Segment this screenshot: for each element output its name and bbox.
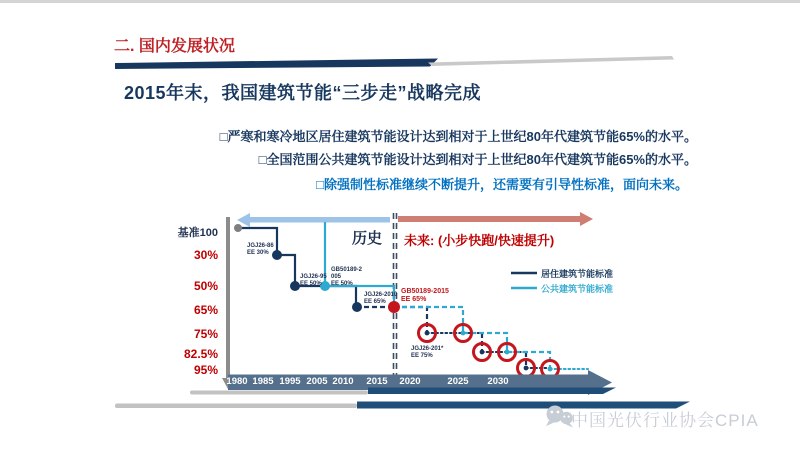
y-tick-65: 65% — [193, 303, 218, 317]
history-arrow-icon — [237, 213, 390, 227]
y-tick-30: 30% — [193, 248, 218, 262]
standard-name: JGJ26-201* — [411, 346, 444, 352]
y-tick-baseline: 基准100 — [177, 227, 218, 239]
marker-jgj26-95 — [290, 281, 300, 291]
wechat-icon — [546, 406, 573, 428]
point-label-jgj26-86 — [247, 243, 274, 257]
standard-value: EE 50% — [300, 281, 322, 288]
header-bar-navy — [115, 59, 438, 70]
legend-residential: 居住建筑节能标准 — [541, 269, 614, 279]
x-tick-2030: 2030 — [487, 376, 509, 387]
watermark-text: 中国光伏行业协会CPIA — [571, 411, 759, 430]
bullet-residential-65: □严寒和寒冷地区居住建筑节能设计达到相对于上世纪80年代建筑节能65%的水平。 — [219, 129, 697, 144]
y-tick-75: 75% — [193, 327, 218, 341]
future-arrow-icon — [398, 212, 593, 226]
point-label-jgj26-2010 — [364, 292, 397, 306]
header-accent-bars — [115, 56, 674, 69]
point-label-jgj26-future — [411, 346, 443, 360]
marker-baseline-1980 — [234, 224, 242, 232]
header-bar-gray — [428, 56, 674, 66]
standard-value: EE 65% — [364, 299, 386, 306]
x-tick-2020: 2020 — [399, 376, 421, 387]
standard-value: EE 30% — [247, 250, 269, 257]
standard-value: EE 65% — [401, 296, 427, 304]
x-tick-2015: 2015 — [366, 376, 388, 387]
y-tick-82: 82.5% — [183, 347, 218, 361]
section-title: 二. 国内发展状况 — [114, 38, 235, 55]
bullet-future-standards: □除强制性标准继续不断提升，还需要有引导性标准，面向未来。 — [316, 177, 688, 192]
standard-name: JGJ26-2010 — [364, 292, 398, 298]
marker-jgj26-2010 — [352, 302, 362, 312]
point-label-jgj26-95 — [300, 274, 327, 288]
standard-value: EE 50% — [331, 281, 353, 288]
page-title: 2015年末，我国建筑节能“三步走”战略完成 — [124, 83, 482, 103]
y-tick-50: 50% — [193, 279, 218, 293]
x-tick-2005: 2005 — [306, 376, 328, 387]
x-tick-1995: 1995 — [279, 376, 301, 387]
y-axis — [222, 217, 234, 389]
standard-name: GB50189-2005 — [331, 267, 363, 281]
point-label-gb50189-2015 — [401, 288, 449, 305]
x-tick-1980: 1980 — [226, 376, 248, 387]
standard-name: GB50189-2015 — [401, 288, 449, 295]
x-tick-2010: 2010 — [332, 376, 354, 387]
legend-public: 公共建筑节能标准 — [541, 284, 614, 294]
standard-name: JGJ26-95 — [300, 274, 327, 280]
bullet-public-65: □全国范围公共建筑节能设计达到相对于上世纪80年代建筑节能65%的水平。 — [258, 152, 697, 167]
legend-key-lines — [511, 273, 537, 288]
x-tick-2025: 2025 — [447, 376, 469, 387]
point-label-gb50189-2005 — [331, 267, 365, 289]
history-label: 历史 — [352, 230, 383, 247]
y-tick-95: 95% — [193, 363, 218, 377]
standard-value: EE 75% — [411, 353, 433, 360]
standard-name: JGJ26-86 — [247, 243, 274, 249]
x-tick-1985: 1985 — [252, 376, 274, 387]
future-label: 未来: (小步快跑/快速提升) — [404, 233, 555, 248]
